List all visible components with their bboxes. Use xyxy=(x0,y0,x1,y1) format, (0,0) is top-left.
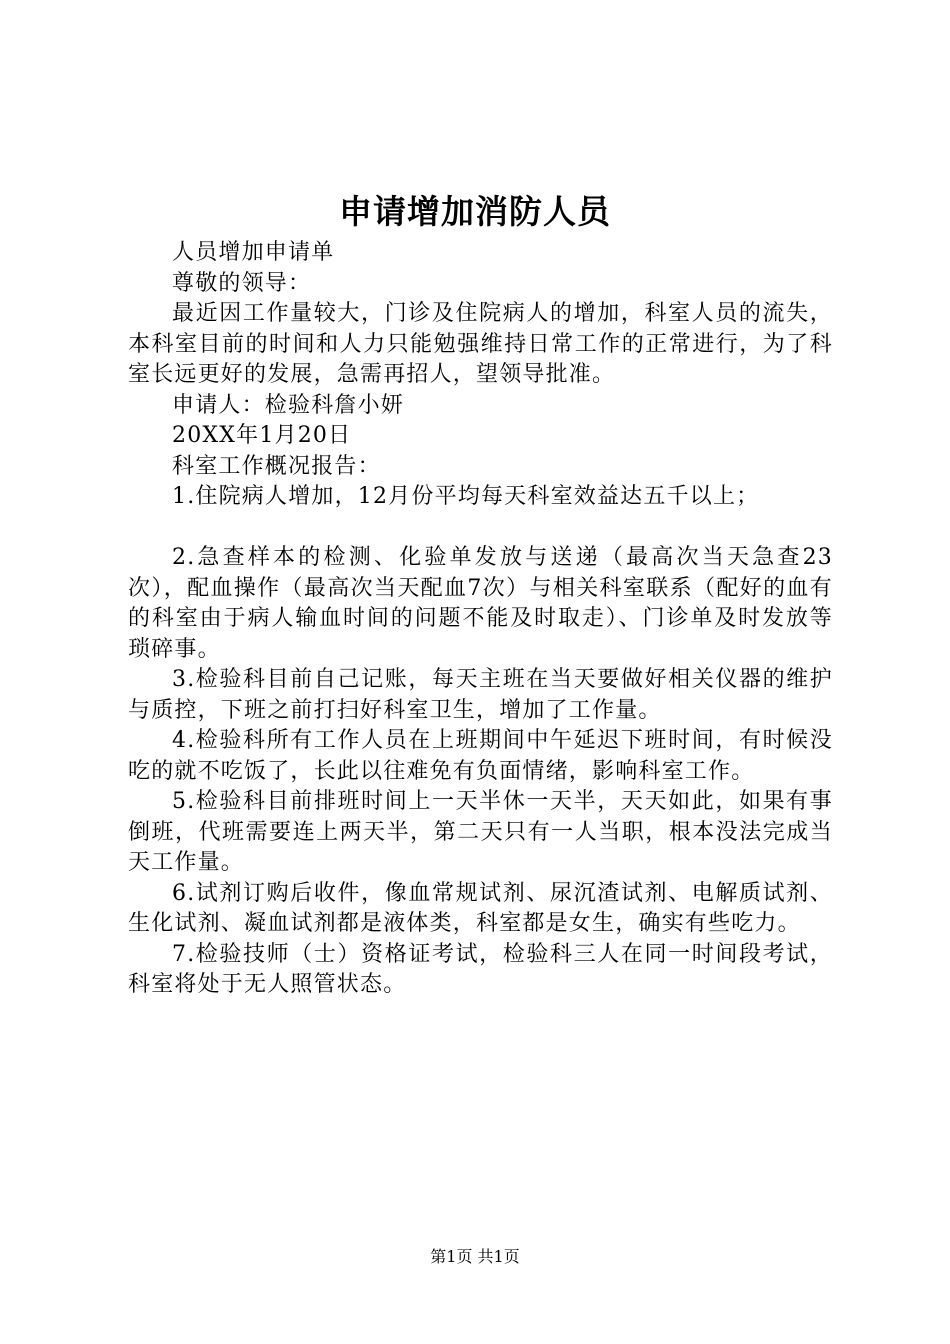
report-item-5: 5.检验科目前排班时间上一天半休一天半，天天如此，如果有事倒班，代班需要连上两天半，第二天只有一人当职，根本没法完成当天工作量。 xyxy=(128,789,833,875)
form-name-line: 人员增加申请单 xyxy=(172,240,335,265)
salutation: 尊敬的领导： xyxy=(172,270,312,296)
request-paragraph: 最近因工作量较大，门诊及住院病人的增加，科室人员的流失，本科室目前的时间和人力只能勉强维持日常工作的正常进行，为了科室长远更好的发展，急需再招人，望领导批准。 xyxy=(128,301,833,387)
report-item-2: 2.急查样本的检测、化验单发放与送递（最高次当天急查23次），配血操作（最高次当天配血7次）与相关科室联系（配好的血有的科室由于病人输血时间的问题不能及时取走）、门诊单及时发放等琐碎事。 xyxy=(128,545,833,662)
page-number-footer: 第1页 共1页 xyxy=(430,1247,520,1266)
report-item-1: 1.住院病人增加，12月份平均每天科室效益达五千以上； xyxy=(172,484,760,509)
document-body xyxy=(128,238,833,1001)
date-line: 20XX年1月20日 xyxy=(172,423,352,448)
page-title: 申请增加消防人员 xyxy=(339,192,611,231)
report-item-6: 6.试剂订购后收件，像血常规试剂、尿沉渣试剂、电解质试剂、生化试剂、凝血试剂都是液体类，科室都是女生，确实有些吃力。 xyxy=(128,880,833,936)
applicant-line: 申请人：检验科詹小妍 xyxy=(172,392,405,418)
blank-line xyxy=(128,513,833,544)
report-heading: 科室工作概况报告： xyxy=(172,453,381,479)
report-item-4: 4.检验科所有工作人员在上班期间中午延迟下班时间，有时候没吃的就不吃饭了，长此以往难免有负面情绪，影响科室工作。 xyxy=(128,728,833,784)
report-item-3: 3.检验科目前自己记账，每天主班在当天要做好相关仪器的维护与质控，下班之前打扫好科室卫生，增加了工作量。 xyxy=(128,667,833,723)
report-item-7: 7.检验技师（士）资格证考试，检验科三人在同一时间段考试，科室将处于无人照管状态。 xyxy=(128,941,833,997)
